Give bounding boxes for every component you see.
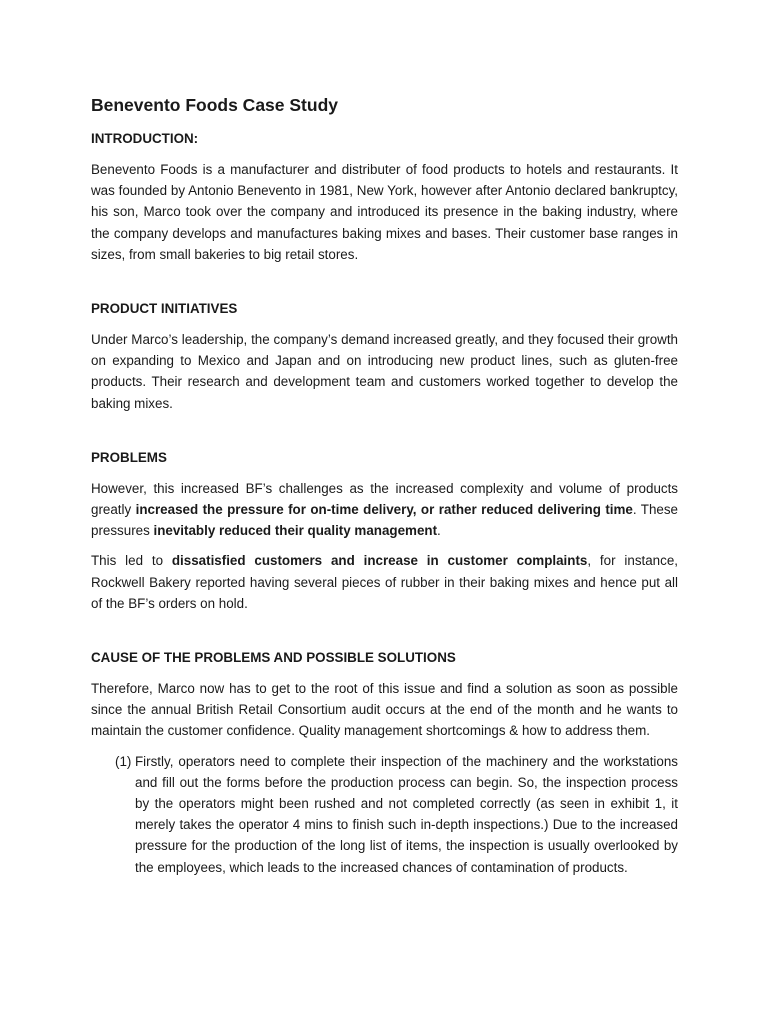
product-initiatives-paragraph: Under Marco’s leadership, the company’s demand increased greatly, and they focused their growth on expanding to Mexico and Japan and on introducing new product lines, such as gluten-free products. Their research and development team and customers worked together to develop the baking mixes. bbox=[91, 332, 678, 411]
list-item-text: Firstly, operators need to complete their inspection of the machinery and the workstations and fill out the forms before the production process can begin. So, the inspection process by the operators might been rushed and not completed correctly (as seen in exhibit 1, it merely takes the operator 4 mins to finish such in-depth inspections.) Due to the increased pressure for the production of the long list of items, the inspection is usually overlooked by the employees, which leads to the increased chances of contamination of products. bbox=[135, 753, 678, 875]
document-title: Benevento Foods Case Study bbox=[91, 95, 338, 115]
text-span: However, this increased BF’s challenges as the increased complexity and volume of products greatly bbox=[91, 480, 678, 518]
text-span: This led to bbox=[91, 553, 172, 569]
section-gap bbox=[91, 274, 678, 298]
introduction-paragraph: Benevento Foods is a manufacturer and distributer of food products to hotels and restaurants. It was founded by Antonio Benevento in 1981, New York, however after Antonio declared bankruptcy, his son, Marco took over the company and introduced its presence in the baking industry, where the company develops and manufactures baking mixes and bases. Their customer base ranges in sizes, from small bakeries to big retail stores. bbox=[91, 162, 678, 262]
emphasis-text: inevitably reduced their quality management bbox=[153, 523, 438, 539]
section-gap bbox=[91, 623, 678, 647]
text-span: . bbox=[437, 523, 441, 539]
numbered-list-item bbox=[91, 751, 678, 878]
product-initiatives-heading: PRODUCT INITIATIVES bbox=[91, 301, 238, 317]
causes-heading: CAUSE OF THE PROBLEMS AND POSSIBLE SOLUTIONS bbox=[91, 650, 456, 666]
text-span: , for instance, Rockwell Bakery reported having several pieces of rubber in their baking mixes and hence put all of the BF’s orders on hold. bbox=[91, 553, 678, 611]
list-item-number: (1) bbox=[115, 753, 132, 769]
introduction-heading: INTRODUCTION: bbox=[91, 131, 199, 146]
emphasis-text: dissatisfied customers and increase in customer complaints bbox=[171, 553, 588, 569]
causes-paragraph: Therefore, Marco now has to get to the root of this issue and find a solution as soon as possible since the annual British Retail Consortium audit occurs at the end of the month and he wants to maintain the customer confidence. Quality management shortcomings & how to address them. bbox=[91, 681, 678, 739]
problems-heading: PROBLEMS bbox=[91, 449, 167, 465]
emphasis-text: increased the pressure for on-time delivery, or rather reduced delivering time bbox=[135, 502, 633, 518]
text-span: . These pressures bbox=[91, 502, 678, 539]
problems-paragraph-2 bbox=[91, 550, 678, 614]
problems-paragraph-1 bbox=[91, 478, 678, 542]
section-gap bbox=[91, 423, 678, 447]
